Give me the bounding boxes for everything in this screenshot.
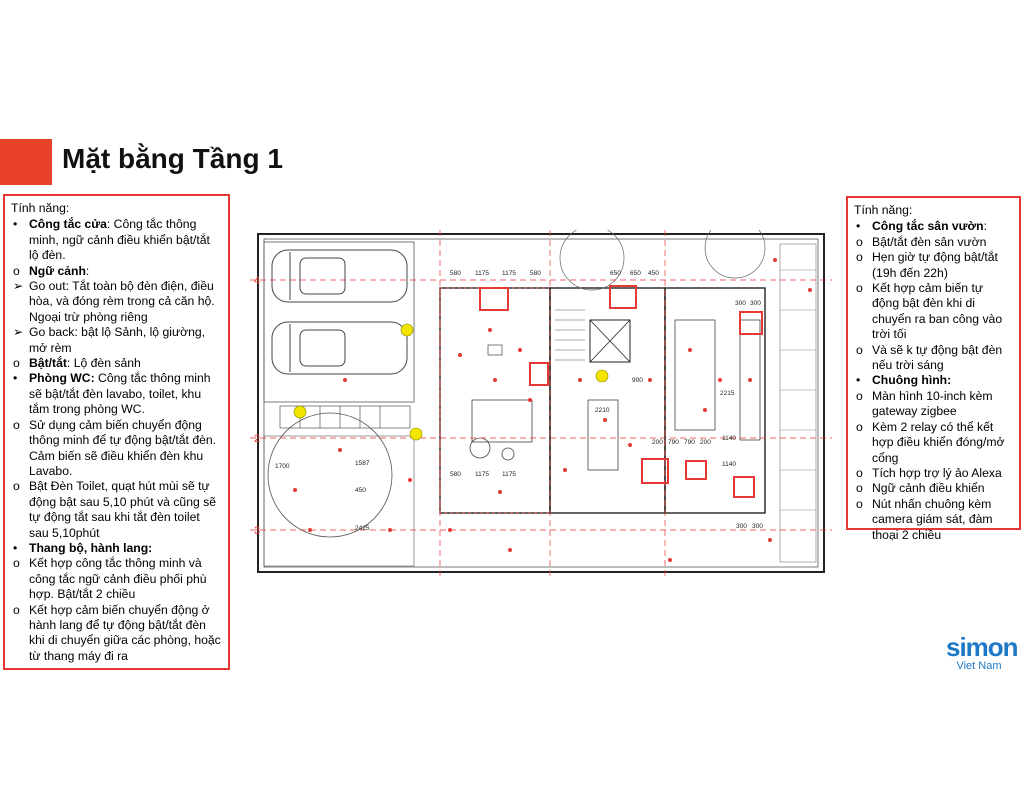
feature-item [11,264,222,279]
feature-text: Kết hợp cảm biến tự động bật đèn khi di chuyển ra ban công vào trời tối [872,281,1003,342]
feature-bold: Công tắc sân vườn [872,219,984,234]
feature-text: Go back: bật lộ Sảnh, lộ giường, mở rèm [29,325,206,355]
dimension-label: 1700 [275,463,290,470]
arrow-marker: ➢ [13,279,24,294]
arrow-marker: ➢ [13,325,24,340]
panel-heading: Tính năng: [854,203,913,217]
dimension-label: 2215 [720,390,735,397]
bullet-marker: o [13,356,20,371]
axis-label: 4 [254,275,261,287]
feature-item [11,279,222,325]
feature-item [854,235,1013,250]
feature-item [11,325,222,356]
feature-item [11,556,222,602]
dimension-label: 790 [684,439,695,446]
panel-heading: Tính năng: [11,201,70,215]
dimension-label: 1175 [502,471,516,478]
dimension-label: 1175 [502,270,516,277]
dimension-label: 1140 [722,435,736,442]
brand-logo [946,632,1018,673]
feature-item [11,217,222,263]
feature-bold: Bật/tắt [29,356,67,371]
feature-item [11,479,222,541]
feature-item [854,481,1013,496]
feature-text: Nút nhấn chuông kèm camera giám sát, đàm thoại 2 chiều [872,496,993,542]
feature-item [854,281,1013,343]
dimension-label: 2425 [355,525,370,532]
bullet-marker: • [13,217,18,232]
dimension-label: 1175 [475,471,489,478]
feature-item [854,497,1013,543]
floor-plan [250,230,832,580]
feature-item [11,541,222,556]
feature-text: Hẹn giờ tự động bật/tắt (19h đến 22h) [872,250,998,280]
feature-text: Màn hình 10-inch kèm gateway zigbee [872,388,993,419]
bullet-marker: • [856,219,861,234]
page-title: Mặt bằng Tầng 1 [62,143,283,174]
dimension-label: 2210 [595,407,610,414]
feature-item [11,371,222,417]
axis-label: 3 [254,525,261,537]
dimension-label: 790 [668,439,679,446]
dimension-label: 450 [648,270,659,277]
logo-sub-text: Viet Nam [956,660,1002,672]
dimension-label: 1587 [355,460,370,467]
dimension-label: 200 [652,439,663,446]
title-accent-block [0,139,52,185]
bullet-marker: o [856,250,863,265]
feature-text: : Công tắc thông minh, ngữ cảnh điều khiển bật/tắt lộ đèn. [29,217,210,263]
feature-text: : Lộ đèn sảnh [66,356,141,371]
dimension-label: 200 [700,439,711,446]
bullet-marker: o [13,479,20,494]
bullet-marker: o [13,417,20,432]
feature-bold: Ngữ cảnh [29,263,86,278]
feature-item [854,389,1013,420]
dimension-label: 580 [450,270,461,277]
feature-item [854,250,1013,281]
logo-brand-text: simon [946,632,1018,662]
feature-item [854,343,1013,374]
feature-item [854,420,1013,466]
feature-text: Ngữ cảnh điều khiển [872,481,985,496]
bullet-marker: o [13,602,20,617]
feature-bold: Chuông hình: [872,373,952,388]
feature-text: Kết hợp công tắc thông minh và công tắc ngữ cảnh điều phối phù hợp. Bật/tắt 2 chiều [29,556,207,602]
feature-item [11,356,222,371]
feature-text: Tích hợp trợ lý ảo Alexa [872,465,1002,480]
dimension-label: 1175 [475,270,489,277]
bullet-marker: o [856,465,863,480]
dimension-label: 300 [736,523,747,530]
dimension-label: 650 [630,270,641,277]
feature-text: Go out: Tắt toàn bộ đèn điện, điều hòa, và đóng rèm trong cả căn hộ. Ngoại trừ phòng riêng [29,279,215,324]
feature-text: Kết hợp cảm biến chuyển động ở hành lang để tự động bật/tắt đèn khi di chuyển giữa các phòng, hoặc từ thang máy đi ra [29,602,221,663]
car-icon [272,322,407,374]
dimension-label: 1140 [722,461,736,468]
feature-list [854,219,1013,543]
axis-label: 2 [254,433,261,445]
dimension-label: 900 [632,377,643,384]
dimension-label: 580 [530,270,541,277]
features-panel-right [846,196,1021,542]
bullet-marker: • [13,371,18,386]
dimension-label: 300 [735,300,746,307]
bullet-marker: o [13,556,20,571]
feature-item [11,418,222,480]
feature-bold: Thang bộ, hành lang: [29,540,153,555]
bullet-marker: o [856,419,863,434]
bullet-marker: • [13,540,18,555]
bullet-marker: o [856,342,863,357]
feature-item [854,466,1013,481]
feature-item [854,219,1013,234]
feature-text: Sử dụng cảm biến chuyển động thông minh để tự động bật/tắt đèn. Cảm biến sẽ điều khiển đèn khu Lavabo. [29,417,217,478]
dimension-label: 650 [610,270,621,277]
features-panel-left [3,194,230,670]
bullet-marker: • [856,373,861,388]
dimension-label: 450 [355,487,366,494]
feature-text: : [983,219,988,234]
bullet-marker: o [13,263,20,278]
feature-item [11,603,222,665]
bullet-marker: o [856,481,863,496]
dimension-label: 300 [752,523,763,530]
car-icon [272,250,407,302]
feature-text: Và sẽ k tự động bật đèn nếu trời sáng [872,342,1003,373]
feature-bold: Công tắc cửa [29,217,107,232]
feature-bold: Phòng WC: [29,371,95,386]
feature-text: Bật Đèn Toilet, quạt hút mùi sẽ tự động bật sau 5,10 phút và cũng sẽ tự động tắt sau khi tắt đèn toilet sau 5,10phút [29,479,217,540]
dimension-label: 580 [450,471,461,478]
feature-text: Bật/tắt đèn sân vườn [872,234,987,249]
bullet-marker: o [856,234,863,249]
dimension-label: 300 [750,300,761,307]
feature-text: Kèm 2 relay có thể kết hợp điều khiển đóng/mở cổng [872,419,1005,465]
bullet-marker: o [856,388,863,403]
bullet-marker: o [856,496,863,511]
feature-list [11,217,222,664]
feature-text: Công tắc thông minh sẽ bật/tắt đèn lavabo, toilet, khu tắm trong phòng WC. [29,371,211,417]
feature-text: : [85,263,90,278]
feature-item [854,373,1013,388]
bullet-marker: o [856,281,863,296]
